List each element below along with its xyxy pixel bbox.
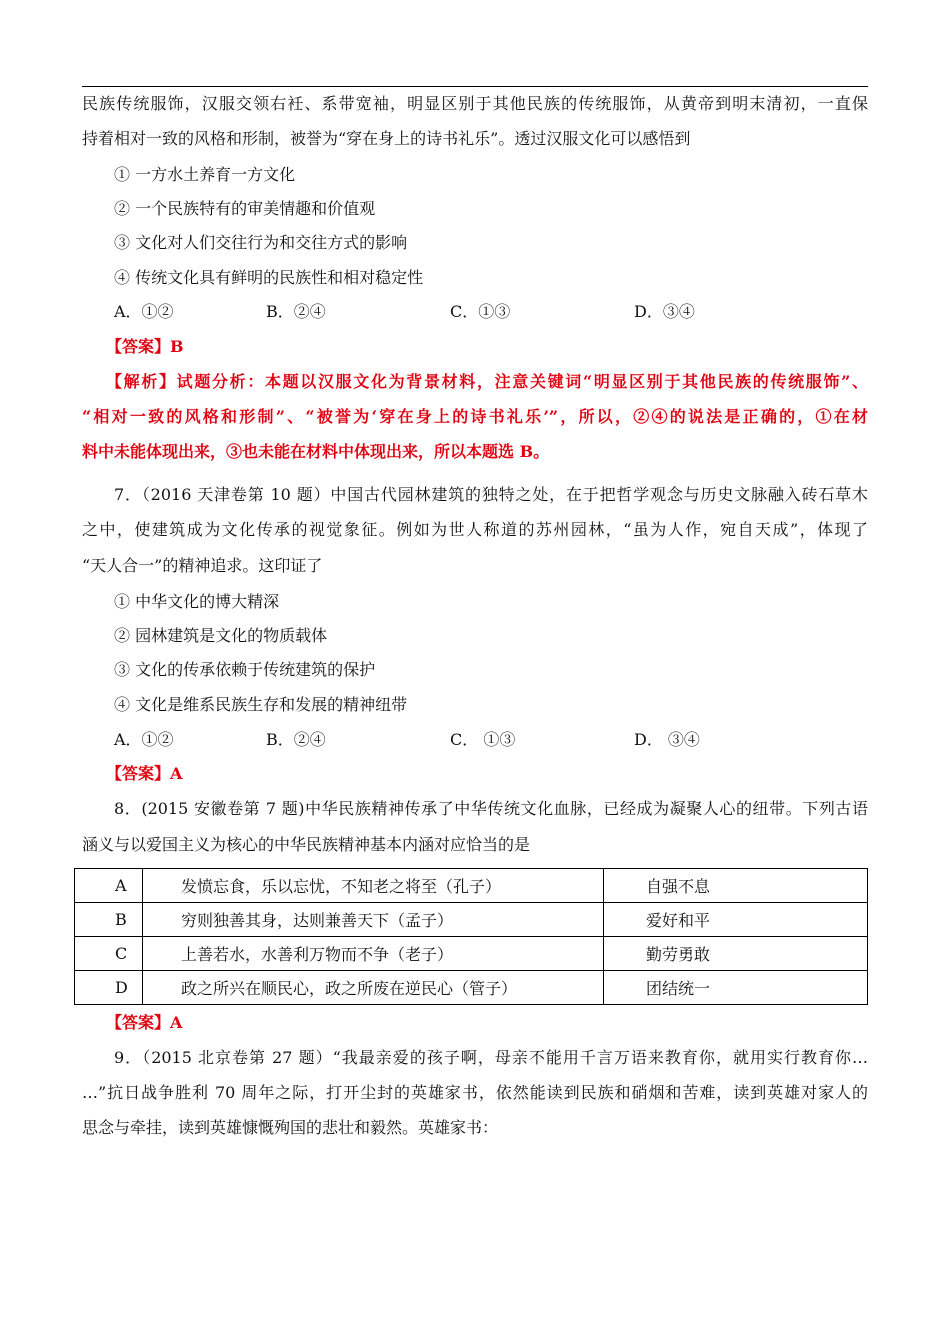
q7-item-2: ② 园林建筑是文化的物质载体 bbox=[114, 626, 328, 645]
q8-row-c-quote: 上善若水，水善利万物而不争（老子） bbox=[143, 937, 604, 971]
q7-stem-line-1: 7．（2016 天津卷第 10 题）中国古代园林建筑的独特之处，在于把哲学观念与历史文脉融入砖石草木 bbox=[114, 485, 868, 504]
header-rule bbox=[82, 86, 868, 87]
q8-options-table bbox=[74, 868, 868, 1005]
q8-answer: 【答案】A bbox=[106, 1013, 183, 1032]
q6-item-2: ② 一个民族特有的审美情趣和价值观 bbox=[114, 199, 376, 218]
q7-stem-line-2: 之中，使建筑成为文化传承的视觉象征。例如为世人称道的苏州园林，“虽为人作，宛自天成”，体现了 bbox=[82, 520, 868, 539]
table-row bbox=[75, 903, 868, 937]
q8-row-d-label: D bbox=[75, 971, 143, 1005]
table-row bbox=[75, 971, 868, 1005]
q8-row-a-quote: 发愤忘食，乐以忘忧，不知老之将至（孔子） bbox=[143, 869, 604, 903]
q9-stem-line-2: …”抗日战争胜利 70 周年之际，打开尘封的英雄家书，依然能读到民族和硝烟和苦难，读到英雄对家人的 bbox=[82, 1083, 868, 1102]
q8-row-c-label: C bbox=[75, 937, 143, 971]
q6-choice-c: C．①③ bbox=[450, 302, 511, 321]
q7-answer: 【答案】A bbox=[106, 764, 183, 783]
q8-row-b-quote: 穷则独善其身，达则兼善天下（孟子） bbox=[143, 903, 604, 937]
q8-row-b-spirit: 爱好和平 bbox=[604, 903, 868, 937]
table-row bbox=[75, 869, 868, 903]
q9-stem-line-3: 思念与牵挂，读到英雄慷慨殉国的悲壮和毅然。英雄家书： bbox=[82, 1118, 499, 1137]
q8-row-a-spirit: 自强不息 bbox=[604, 869, 868, 903]
q6-stem-line-1: 民族传统服饰，汉服交领右衽、系带宽袖，明显区别于其他民族的传统服饰，从黄帝到明末清初，一直保 bbox=[82, 94, 868, 113]
q8-stem-line-1: 8．(2015 安徽卷第 7 题)中华民族精神传承了中华传统文化血脉，已经成为凝聚人心的纽带。下列古语 bbox=[114, 799, 868, 818]
q7-choice-b: B．②④ bbox=[266, 730, 326, 749]
q6-choice-d: D．③④ bbox=[634, 302, 695, 321]
q6-item-4: ④ 传统文化具有鲜明的民族性和相对稳定性 bbox=[114, 268, 424, 287]
q6-choice-a: A．①② bbox=[114, 302, 174, 321]
q7-item-1: ① 中华文化的博大精深 bbox=[114, 592, 280, 611]
q7-item-4: ④ 文化是维系民族生存和发展的精神纽带 bbox=[114, 695, 408, 714]
q6-analysis-line-1: 【解析】试题分析：本题以汉服文化为背景材料，注意关键词“明显区别于其他民族的传统服饰”、 bbox=[106, 372, 868, 391]
q8-stem-line-2: 涵义与以爱国主义为核心的中华民族精神基本内涵对应恰当的是 bbox=[82, 835, 531, 854]
q7-choice-d: D． ③④ bbox=[634, 730, 700, 749]
q7-item-3: ③ 文化的传承依赖于传统建筑的保护 bbox=[114, 660, 376, 679]
q6-choice-b: B．②④ bbox=[266, 302, 326, 321]
q6-answer: 【答案】B bbox=[106, 337, 184, 356]
q7-stem-line-3: “天人合一”的精神追求。这印证了 bbox=[82, 556, 323, 575]
q8-row-d-quote: 政之所兴在顺民心，政之所废在逆民心（管子） bbox=[143, 971, 604, 1005]
q6-item-1: ① 一方水土养育一方文化 bbox=[114, 165, 296, 184]
q9-stem-line-1: 9．（2015 北京卷第 27 题）“我最亲爱的孩子啊，母亲不能用千言万语来教育你，就用实行教育你… bbox=[114, 1048, 868, 1067]
q8-row-c-spirit: 勤劳勇敢 bbox=[604, 937, 868, 971]
q6-item-3: ③ 文化对人们交往行为和交往方式的影响 bbox=[114, 233, 408, 252]
q8-row-b-label: B bbox=[75, 903, 143, 937]
q7-choice-a: A．①② bbox=[114, 730, 174, 749]
table-row bbox=[75, 937, 868, 971]
q8-row-d-spirit: 团结统一 bbox=[604, 971, 868, 1005]
q7-choice-c: C． ①③ bbox=[450, 730, 516, 749]
q8-row-a-label: A bbox=[75, 869, 143, 903]
q6-stem-line-2: 持着相对一致的风格和形制，被誉为“穿在身上的诗书礼乐”。透过汉服文化可以感悟到 bbox=[82, 129, 691, 148]
q6-analysis-line-3: 料中未能体现出来，③也未能在材料中体现出来，所以本题选 B。 bbox=[82, 442, 550, 461]
q6-analysis-line-2: “相对一致的风格和形制”、“被誉为‘穿在身上的诗书礼乐’”，所以，②④的说法是正确的，①在材 bbox=[82, 407, 868, 426]
